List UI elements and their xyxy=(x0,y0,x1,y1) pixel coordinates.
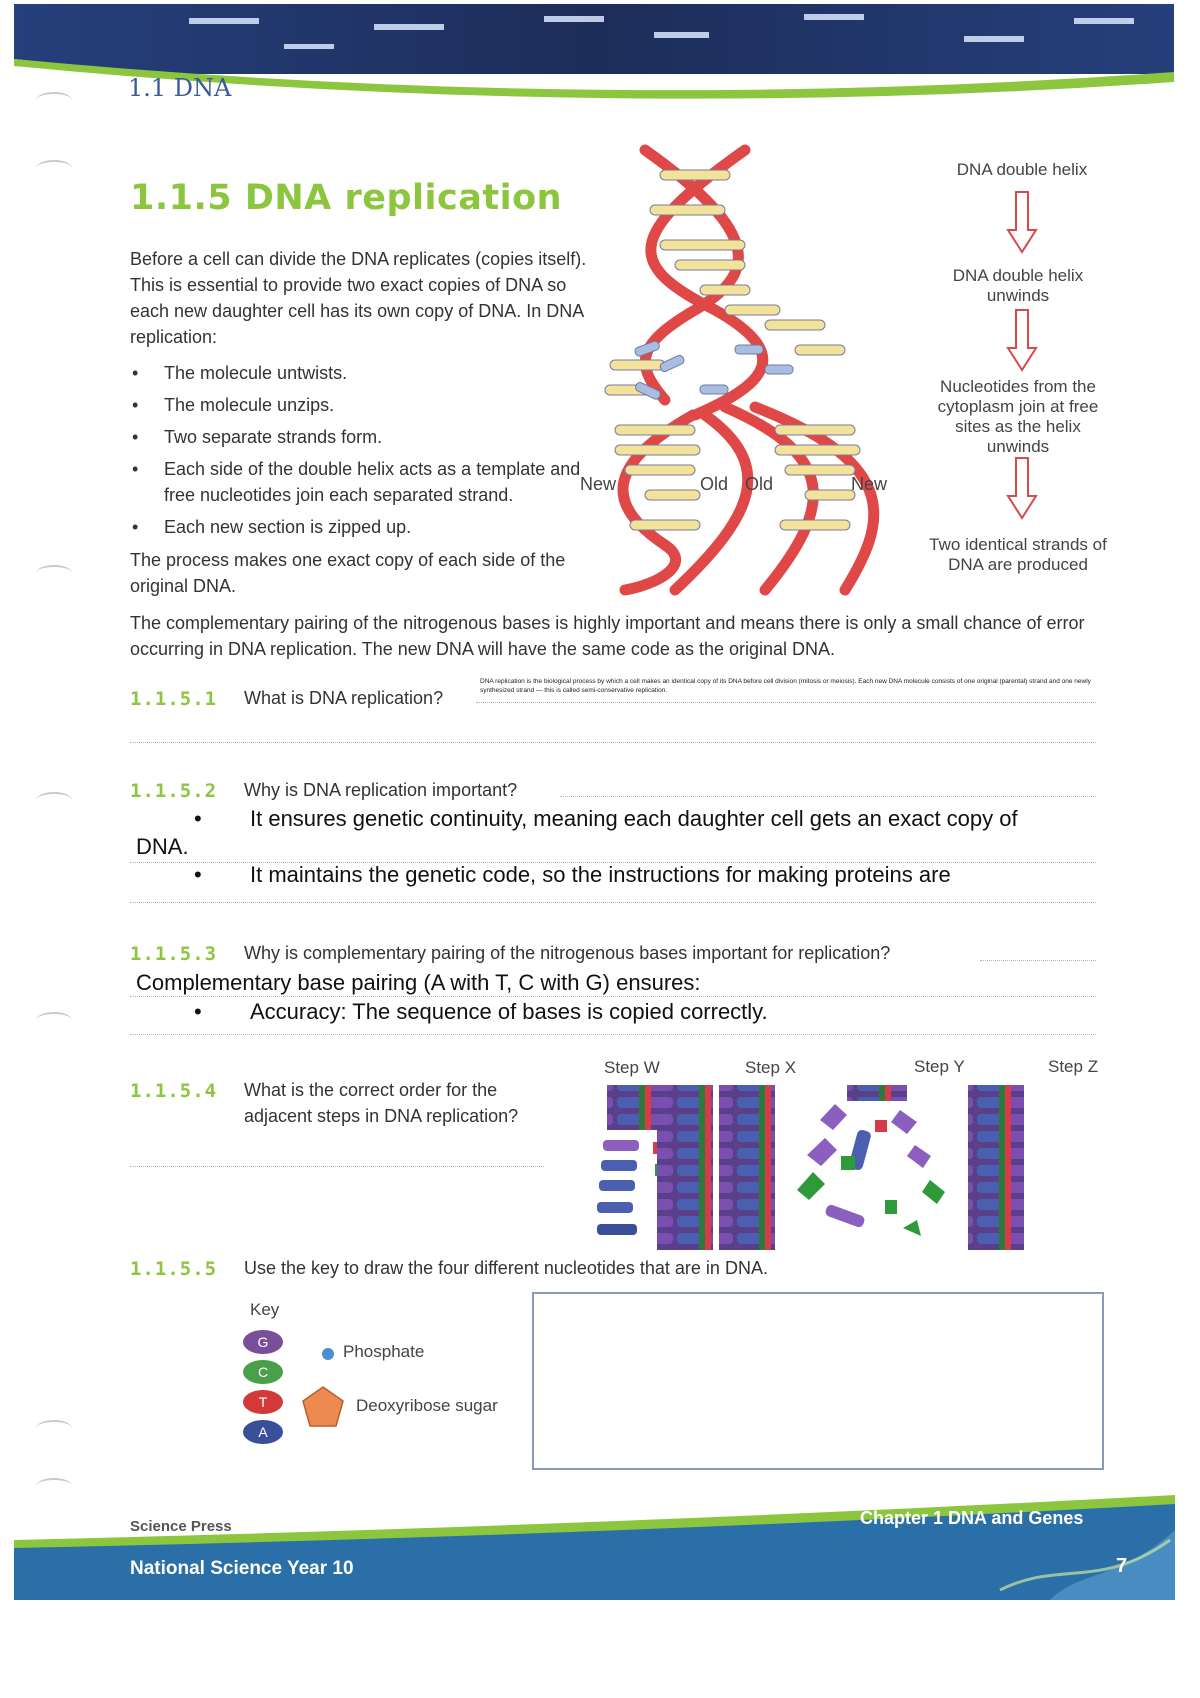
list-item: • Two separate strands form. xyxy=(130,424,610,450)
answer-line xyxy=(476,702,1096,703)
answer-line xyxy=(130,742,1096,743)
drawing-answer-box[interactable] xyxy=(532,1292,1104,1470)
sugar-label: Deoxyribose sugar xyxy=(356,1396,498,1415)
step-x-label: Step X xyxy=(745,1058,797,1077)
label-old-left: Old xyxy=(700,474,729,494)
question-text: What is DNA replication? xyxy=(244,688,444,708)
answer-text[interactable]: DNA replication is the biological process by which a cell makes an identical copy of its DNA before cell division (mitosis or meiosis). Each new DNA molecule consists of one original (parental) strand and one newly synthesized strand — this is called semi-conservative replication. xyxy=(480,678,1091,694)
key-base-t: T xyxy=(243,1390,283,1414)
phosphate-icon xyxy=(322,1348,334,1360)
flow-step-label: DNA double helix unwinds xyxy=(952,266,1084,305)
binder-hole xyxy=(36,160,72,176)
binder-hole xyxy=(36,792,72,808)
label-new-right: New xyxy=(851,474,888,494)
answer-line xyxy=(130,996,1096,997)
step-w-label: Step W xyxy=(604,1058,660,1077)
arrow-down-icon xyxy=(1008,458,1036,518)
answer-bullet: • xyxy=(194,862,202,887)
answer-text[interactable]: Accuracy: The sequence of bases is copied correctly. xyxy=(250,999,768,1024)
phosphate-label: Phosphate xyxy=(343,1342,425,1361)
answer-line xyxy=(980,960,1096,961)
intro-paragraph: Before a cell can divide the DNA replicates (copies itself). This is essential to provide two exact copies of DNA so each new daughter cell has its own copy of DNA. In DNA replication: xyxy=(130,249,587,347)
question-number: 1.1.5.1 xyxy=(130,688,218,710)
answer-text[interactable]: It maintains the genetic code, so the instructions for making proteins are xyxy=(250,862,951,887)
question-text: Use the key to draw the four different nucleotides that are in DNA. xyxy=(244,1258,768,1278)
answer-line xyxy=(130,1166,544,1167)
arrow-down-icon xyxy=(1008,310,1036,370)
binder-hole xyxy=(36,92,72,108)
answer-line xyxy=(130,902,1096,903)
page-title: 1.1.5 DNA replication xyxy=(130,178,563,218)
question-text: adjacent steps in DNA replication? xyxy=(244,1106,519,1126)
replication-steps-diagram xyxy=(585,1060,1105,1260)
list-item: • The molecule untwists. xyxy=(130,360,610,386)
flow-step-label: Nucleotides from the cytoplasm join at free sites as the helix unwinds xyxy=(937,377,1099,456)
section-label: 1.1 DNA xyxy=(128,74,232,102)
chapter-title: Chapter 1 DNA and Genes xyxy=(860,1508,1084,1528)
step-z-graphic xyxy=(968,1085,1024,1250)
label-new-left: New xyxy=(580,474,617,494)
question-text: Why is complementary pairing of the nitrogenous bases important for replication? xyxy=(244,943,891,963)
answer-text[interactable]: It ensures genetic continuity, meaning each daughter cell gets an exact copy of xyxy=(250,806,1018,831)
key-base-a: A xyxy=(243,1420,283,1444)
answer-bullet: • xyxy=(194,999,202,1024)
pentagon-sugar-icon xyxy=(300,1384,346,1430)
step-y-label: Step Y xyxy=(914,1057,965,1076)
key-base-g: G xyxy=(243,1330,283,1354)
question-number: 1.1.5.3 xyxy=(130,943,218,965)
binder-hole xyxy=(36,1012,72,1028)
list-item: • The molecule unzips. xyxy=(130,392,610,418)
step-z-label: Step Z xyxy=(1048,1057,1099,1076)
answer-line xyxy=(130,1034,1096,1035)
key-base-c: C xyxy=(243,1360,283,1384)
key-label: Key xyxy=(250,1300,280,1319)
question-text: What is the correct order for the xyxy=(244,1080,498,1100)
answer-line xyxy=(560,796,1096,797)
publisher-name: Science Press xyxy=(130,1518,232,1535)
binder-hole xyxy=(36,565,72,581)
steps-list xyxy=(130,360,610,546)
flow-step-label: Two identical strands of DNA are produced xyxy=(929,535,1107,574)
list-item: • Each new section is zipped up. xyxy=(130,514,610,540)
list-item: • Each side of the double helix acts as a template and free nucleotides join each separated strand. xyxy=(130,456,610,508)
binder-hole xyxy=(36,1420,72,1436)
process-paragraph: The process makes one exact copy of each side of the original DNA. xyxy=(130,550,566,596)
question-number: 1.1.5.5 xyxy=(130,1258,218,1280)
flow-step-label: DNA double helix xyxy=(956,160,1088,179)
series-title: National Science Year 10 xyxy=(130,1558,354,1579)
question-number: 1.1.5.4 xyxy=(130,1080,218,1102)
answer-text[interactable]: Complementary base pairing (A with T, C with G) ensures: xyxy=(136,970,701,995)
flow-arrows xyxy=(1004,190,1040,520)
arrow-down-icon xyxy=(1008,192,1036,252)
dna-replication-diagram xyxy=(580,145,970,595)
question-text: Why is DNA replication important? xyxy=(244,780,518,800)
step-y-graphic xyxy=(797,1085,945,1236)
pairing-paragraph: The complementary pairing of the nitrogenous bases is highly important and means there is only a small chance of error occurring in DNA replication. The new DNA will have the same code as the original DNA. xyxy=(130,613,1085,659)
label-old-right: Old xyxy=(745,474,774,494)
answer-text[interactable]: DNA. xyxy=(136,834,189,859)
page-number: 7 xyxy=(1116,1555,1128,1577)
question-number: 1.1.5.2 xyxy=(130,780,218,802)
answer-bullet: • xyxy=(194,806,202,831)
step-x-graphic xyxy=(657,1085,775,1250)
